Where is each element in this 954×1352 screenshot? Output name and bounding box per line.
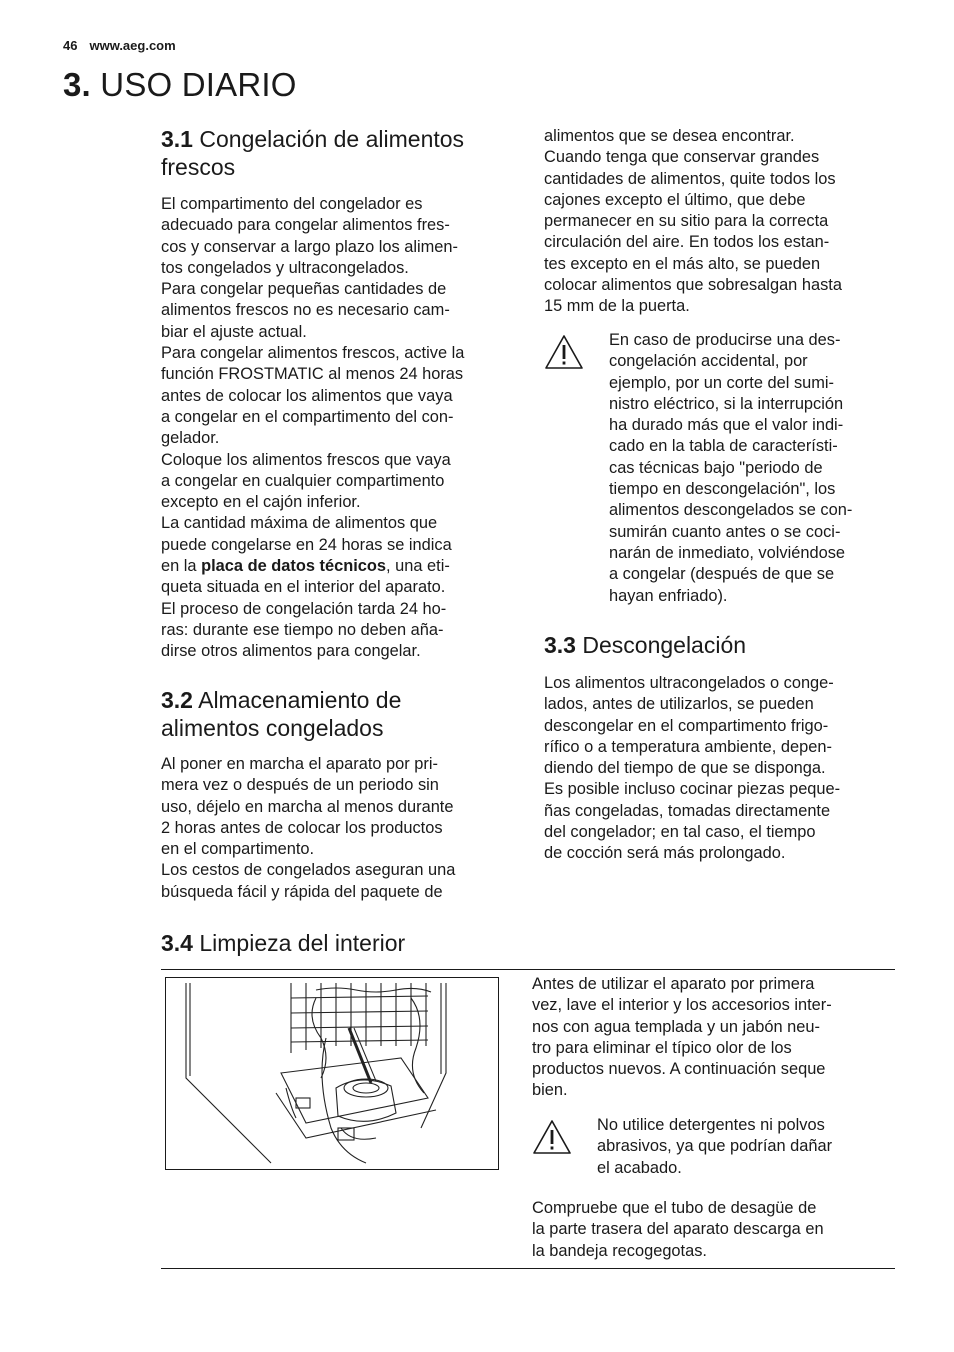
page-number: 46: [63, 38, 78, 53]
header-url: www.aeg.com: [89, 38, 176, 53]
section-3-2-warning: En caso de producirse una des- congelación accidental, por ejemplo, por un corte del sumi- nistro eléctrico, si la interrupción ha durado más que el valor indi- cado en la tabla de característi- cas técnicas bajo "periodo de tiempo en descongelación", los alimentos descongelados se con- sumirán cuanto antes o se coci- narán de inmediato, volviéndose a congelar (después de que se hayan enfriado).: [609, 331, 853, 605]
fridge-back-drawing: [166, 978, 497, 1168]
section-number: 3.4: [161, 930, 193, 956]
refrigerator-drain-illustration: [165, 977, 499, 1170]
section-title-line1: Congelación de alimentos: [199, 126, 465, 152]
page-header: [63, 38, 176, 53]
section-number: 3.3: [544, 632, 576, 658]
section-3-3-body: Los alimentos ultracongelados o conge- lados, antes de utilizarlos, se pueden descongelar en el compartimento frigo- rífico o a temperatura ambiente, depen- diendo del tiempo de que se disponga. Es posible incluso cocinar piezas peque- ñas congeladas, tomadas directamente del congelador; en tal caso, el tiempo de cocción será más prolongado.: [544, 674, 841, 863]
section-title-line2: frescos: [161, 154, 236, 180]
chapter-number: 3.: [63, 66, 91, 103]
section-3-4-heading: [161, 929, 405, 957]
section-3-2-heading: [161, 686, 401, 742]
section-3-1-heading: [161, 125, 464, 181]
divider-bottom: [161, 1268, 895, 1269]
section-title: Descongelación: [582, 632, 747, 658]
chapter-title: [63, 66, 297, 104]
section-title-line2: alimentos congelados: [161, 715, 384, 741]
s31-inline-bold: placa de datos técnicos: [201, 557, 387, 576]
section-3-4-warning: No utilice detergentes ni polvos abrasivos, ya que podrían dañar el acabado.: [597, 1116, 833, 1177]
section-3-4-body: Antes de utilizar el aparato por primera vez, lave el interior y los accesorios inter- nos con agua templada y un jabón neu- tro para eliminar el típico olor de los productos nuevos. A continuación seque bien.: [532, 975, 832, 1100]
section-number: 3.2: [161, 687, 193, 713]
s31-inline-pre: en la: [161, 557, 202, 576]
section-3-1-body: [161, 194, 464, 663]
section-title-line1: Almacenamiento de: [198, 687, 402, 713]
s31-body-text: El compartimento del congelador es adecuado para congelar alimentos fres- cos y conservar a largo plazo los alimen- tos congelados y ultracongelados. Para congelar pequeñas cantidades de alimentos frescos no es necesario cam- biar el ajuste actual. Para congelar alimentos frescos, active la función FROSTMATIC al menos 24 horas antes de colocar los alimentos que vaya a congelar en el compartimento del con- gelador. Coloque los alimentos frescos que vaya a congelar en cualquier compartimento excepto en el cajón inferior. La cantidad máxima de alimentos que puede congelarse en 24 horas se indica: [161, 195, 465, 554]
s31-body-end: queta situada en el interior del aparato. El proceso de congelación tarda 24 ho- ras: durante ese tiempo no deben aña- dirse otros alimentos para congelar.: [161, 578, 447, 661]
section-3-3-heading: [544, 631, 746, 659]
section-number: 3.1: [161, 126, 193, 152]
section-3-4-body-2: Compruebe que el tubo de desagüe de la parte trasera del aparato descarga en la bandeja recogegotas.: [532, 1199, 824, 1260]
s31-inline-post: , una eti-: [386, 557, 450, 576]
divider-top: [161, 969, 895, 970]
section-3-2-body: Al poner en marcha el aparato por pri- mera vez o después de un periodo sin uso, déjelo en marcha al menos durante 2 horas antes de colocar los productos en el compartimento. Los cestos de congelados aseguran una búsqueda fácil y rápida del paquete de: [161, 755, 456, 901]
chapter-title-text: USO DIARIO: [100, 66, 297, 103]
section-title: Limpieza del interior: [199, 930, 406, 956]
section-3-2-body-continued: alimentos que se desea encontrar. Cuando tenga que conservar grandes cantidades de alimentos, quite todos los cajones excepto el último, que debe permanecer en su sitio para la correcta circulación del aire. En todos los estan- tes excepto en el más alto, se pueden colocar alimentos que sobresalgan hasta 15 mm de la puerta.: [544, 127, 842, 316]
warning-triangle-icon: [532, 1119, 572, 1155]
warning-triangle-icon: [544, 334, 584, 370]
